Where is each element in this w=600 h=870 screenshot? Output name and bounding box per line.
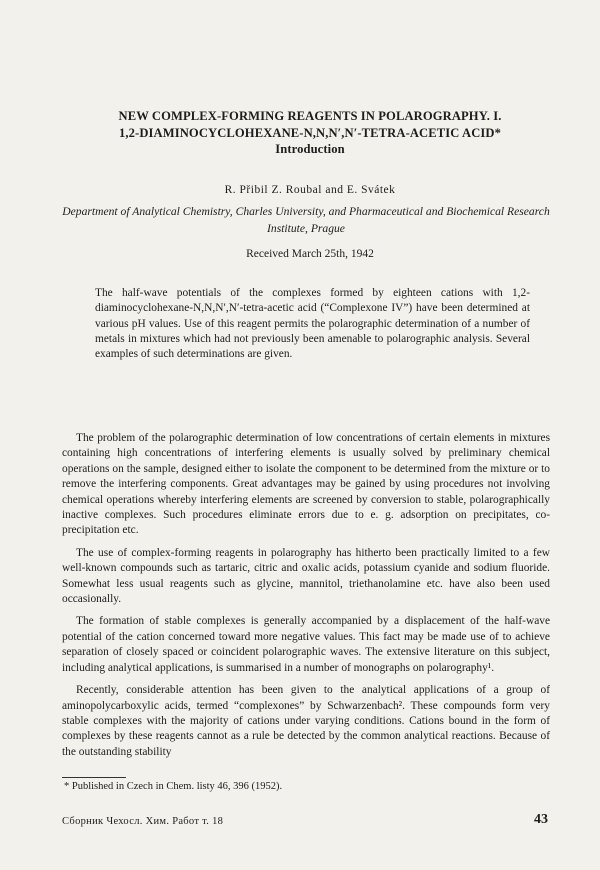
title-line-1: NEW COMPLEX-FORMING REAGENTS IN POLAROGRAPHY. I. — [118, 109, 502, 123]
page-number: 43 — [534, 812, 548, 827]
footnote: * Published in Czech in Chem. listy 46, 396 (1952). — [64, 781, 283, 792]
authors: R. Přibil Z. Roubal and E. Svátek — [224, 184, 396, 196]
paragraph-1: The problem of the polarographic determination of low concentrations of certain elements in mixtures containing high concentrations of interfering elements is usually solved by preliminary chemical operations on the sample, designed either to isolate the component to be determined from the mixture or to remove the interfering components. Great advantages may be gained by using procedures not involving chemical operations whereby interfering elements are screened by conversion to stable, polarographically inactive complexes. Such procedures eliminate errors due to e. g. adsorption on precipitates, co-precipitation etc. — [62, 432, 550, 537]
affiliation: Department of Analytical Chemistry, Charles University, and Pharmaceutical and Biochemical Research Institute, Prague — [62, 205, 550, 235]
paragraph-2: The use of complex-forming reagents in polarography has hitherto been practically limited to a few well-known compounds such as tartaric, citric and oxalic acids, potassium cyanide and sodium fluoride. Somewhat less usual reagents such as glycine, mannitol, triethanolamine etc. have also been used occasionally. — [62, 546, 550, 606]
received-date: Received March 25th, 1942 — [246, 248, 374, 260]
body-text — [62, 431, 550, 767]
journal-name: Сборник Чехосл. Хим. Работ т. 18 — [62, 816, 224, 827]
paragraph-4: Recently, considerable attention has been given to the analytical applications of a group of aminopolycarboxylic acids, termed “complexones” by Schwarzenbach². These compounds form very stable complexes with the majority of cations under varying conditions. Cations bound in the form of complexes by these reagents cannot as a rule be detected by the common analytical reactions. Because of the outstanding stability — [62, 684, 550, 758]
paragraph-3: The formation of stable complexes is generally accompanied by a displacement of the half-wave potential of the cation concerned toward more negative values. This fact may be made use of to achieve separation of closely spaced or coincident polarographic waves. The extensive literature on this subject, including analytical applications, is summarised in a number of monographs on polarography¹. — [62, 615, 550, 674]
section-heading-introduction: Introduction — [275, 142, 345, 156]
article-title — [60, 108, 560, 158]
abstract: The half-wave potentials of the complexes formed by eighteen cations with 1,2-diaminocyclohexane-N,N,N′,N′-tetra-acetic acid (“Complexone IV”) have been determined at various pH values. Use of this reagent permits the polarographic determination of a number of metals in mixtures which had not previously been amenable to polarographic analysis. Several examples of such determinations are given. — [95, 287, 530, 361]
footnote-rule — [62, 777, 126, 778]
title-line-2: 1,2-DIAMINOCYCLOHEXANE-N,N,N′,N′-TETRA-ACETIC ACID* — [119, 125, 501, 140]
